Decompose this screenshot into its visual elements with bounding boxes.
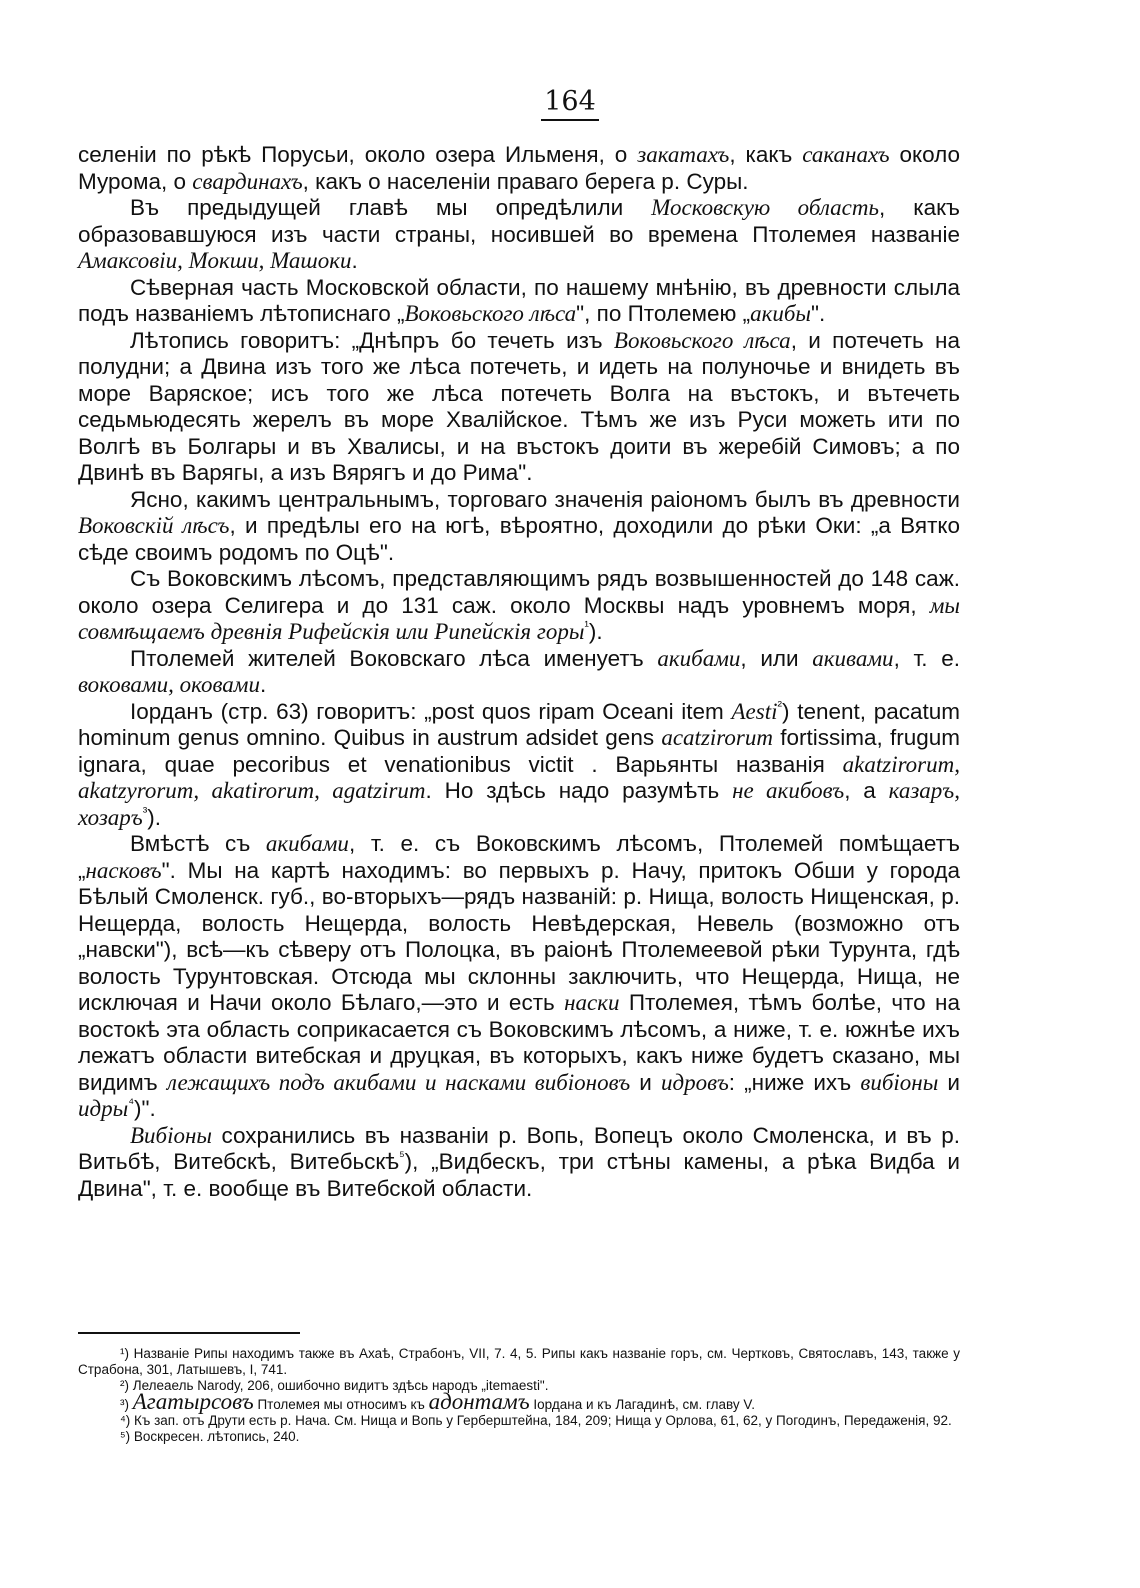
text-run: ". xyxy=(811,301,826,326)
italic-text: казаръ, хозаръ xyxy=(78,778,960,830)
text-run: Iорданъ (стр. 63) говоритъ: „post quos ripam Oceani item xyxy=(130,698,732,724)
italic-text: наски xyxy=(564,990,620,1015)
text-run: Птолемея, тѣмъ болѣе, что на востокѣ эта область соприкасается съ Воковскимъ лѣсомъ, а ниже, т. е. южнѣе ихъ лежатъ области витебская и друцкая, въ которыхъ, какъ ниже будетъ сказано, мы видимъ xyxy=(78,990,960,1095)
italic-text: Воковьского лѣса xyxy=(404,301,577,326)
text-run: , или xyxy=(740,645,813,671)
paragraph xyxy=(78,831,960,1123)
text-run: fortissima, frugum ignara, quae pecoribus et venationibus victit . Варьянты названiя xyxy=(78,725,960,777)
page-number-value: 164 xyxy=(541,86,599,121)
footnote-divider xyxy=(78,1332,300,1334)
text-run: : „ниже ихъ xyxy=(728,1069,861,1095)
text-run: ). xyxy=(147,804,161,830)
text-run: Птолемея мы относимъ къ xyxy=(253,1397,429,1412)
footnote xyxy=(78,1389,960,1414)
italic-text: акибами xyxy=(265,831,349,856)
text-run: Ясно, какимъ центральнымъ, торговаго значенiя раiономъ былъ въ древности xyxy=(130,486,960,512)
text-run: ³) xyxy=(120,1397,133,1412)
text-run: ), „Видбескъ, три стѣны камены, а рѣка Видба и Двина", т. е. вообще въ Витебской области. xyxy=(78,1149,960,1201)
text-run: , и предѣлы его на югѣ, вѣроятно, доходили до рѣки Оки: „а Вятко сѣде своимъ родомъ по Оцѣ". xyxy=(78,513,960,565)
italic-text: acatzirorum xyxy=(661,725,773,750)
italic-text: лежащихъ подъ акибами и насками вибiоновъ xyxy=(166,1069,631,1095)
italic-text: Вибiоны xyxy=(130,1122,212,1148)
footnote-marker: ² xyxy=(777,698,782,713)
footnotes xyxy=(78,1346,960,1445)
text-run: ). xyxy=(588,619,603,644)
italic-text: адонтамъ xyxy=(428,1389,530,1414)
footnote xyxy=(78,1413,960,1429)
text-run: )". xyxy=(134,1096,156,1121)
italic-text: идры xyxy=(78,1096,129,1121)
paragraph xyxy=(78,1123,960,1203)
footnote xyxy=(78,1429,960,1445)
italic-text: Амаксовiи, Мокши, Машоки xyxy=(78,248,352,273)
italic-text: не акибовъ xyxy=(732,778,845,803)
text-run: селенiи по рѣкѣ Порусьи, около озера Ильменя, о xyxy=(78,142,638,167)
text-run: , какъ образовавшуюся изъ части страны, носившей во времена Птолемея названiе xyxy=(78,195,960,247)
text-run: . xyxy=(351,248,358,273)
italic-text: мы совмѣщаемъ древнiя Рифейскiя или Рипейскiя горы xyxy=(78,592,960,644)
text-run: Съ Воковскимъ лѣсомъ, представляющимъ рядъ возвышенностей до 148 саж. около озера Селигера и до 131 саж. около Москвы надъ уровнемъ моря, xyxy=(78,566,960,618)
text-run: ⁵) Воскресен. лѣтопись, 240. xyxy=(120,1429,300,1444)
paragraph xyxy=(78,566,960,646)
italic-text: насковъ xyxy=(85,857,162,883)
text-run: и xyxy=(938,1069,960,1095)
paragraph xyxy=(78,699,960,832)
page-number xyxy=(0,86,1140,118)
italic-text: Aesti xyxy=(731,698,778,724)
italic-text: Московскую область xyxy=(651,195,879,220)
text-run: Сѣверная часть Московской области, по нашему мнѣнiю, въ древности слыла подъ названiемъ лѣтописнаго „ xyxy=(78,274,960,326)
paragraph xyxy=(78,328,960,487)
text-run: . xyxy=(259,672,267,697)
footnote-marker: ³ xyxy=(142,804,148,819)
paragraph xyxy=(78,646,960,699)
text-run: , т. е. xyxy=(893,645,960,671)
text-run: около Мурома, о xyxy=(78,142,961,194)
italic-text: вибiоны xyxy=(860,1069,939,1095)
paragraph xyxy=(78,275,960,328)
italic-text: Воковскiй лѣсъ xyxy=(78,513,230,538)
text-run: , и потечеть на полудни; а Двина изъ того же лѣса потечеть, и идеть на полуночье и внидеть въ море Варяское; исъ того же лѣса потечеть Волга на въстокъ, и вътечеть седьмьюдесять жерелъ въ море Хвалiйское. Тѣмъ же изъ Руси можеть ити по Волгѣ въ Болгары и въ Хвалисы, и на въстокъ доити въ жеребiй Симовъ; а по Двинѣ въ Варягы, а изъ Вярягъ и до Рима". xyxy=(78,327,960,485)
italic-text: Воковьского лѣса xyxy=(613,327,791,353)
text-run: ⁴) Къ зап. отъ Друти есть р. Нача. См. Нища и Вопь у Герберштейна, 184, 209; Нища у Орлова, 61, 62, у Погодинъ, Передаженiя, 92. xyxy=(120,1413,952,1428)
italic-text: акибами xyxy=(657,645,741,671)
text-run: и xyxy=(630,1069,662,1095)
body-text xyxy=(78,142,960,1202)
text-run: ¹) Названiе Рипы находимъ также въ Ахаѣ, Страбонъ, VII, 7. 4, 5. Рипы какъ названiе горъ, см. Чертковъ, Святославъ, 143, также у Страбона, 301, Латышевъ, I, 741. xyxy=(78,1346,960,1377)
text-run: ". Мы на картѣ находимъ: во первыхъ р. Начу, притокъ Обши у города Бѣлый Смоленск. губ., во-вторыхъ—рядъ названiй: р. Нища, волость Нищенская, р. Нещерда, волость Нещерда, волость Невѣдерская, Невель (возможно отъ „навски"), всѣ—къ сѣверу отъ Полоцка, въ раiонѣ Птолемеевой рѣки Турунта, гдѣ волость Турунтовская. Отсюда мы склонны заключить, что Нещерда, Нища, не исключая и Начи около Бѣлаго,—это и есть xyxy=(78,857,960,1015)
text-run: сохранились въ названiи р. Вопь, Вопецъ около Смоленска, и въ р. Витьбѣ, Витебскѣ, Витебьскѣ xyxy=(78,1122,960,1174)
text-run: Вмѣстѣ съ xyxy=(130,831,266,856)
italic-text: воковами, оковами xyxy=(78,672,260,697)
text-run: , а xyxy=(844,778,889,803)
footnote-marker: ⁴ xyxy=(128,1095,135,1111)
text-run: , т. е. съ Воковскимъ лѣсомъ, Птолемей помѣщаетъ „ xyxy=(78,831,960,883)
paragraph xyxy=(78,487,960,567)
italic-text: закатахъ xyxy=(637,142,730,167)
text-run: Лѣтопись говоритъ: „Днѣпръ бо течеть изъ xyxy=(130,327,614,353)
text-run: Iордана и къ Лагадинѣ, см. главу V. xyxy=(529,1397,755,1412)
text-run: ", по Птолемею „ xyxy=(576,301,751,326)
text-run: ²) Лелеаель Narody, 206, ошибочно видитъ здѣсь народъ „itemaesti". xyxy=(120,1378,549,1393)
italic-text: akatzirorum, akatzyrorum, akatirorum, agatzirum xyxy=(78,751,960,803)
italic-text: идровъ xyxy=(661,1069,729,1095)
footnote-marker: ⁵ xyxy=(399,1148,405,1164)
text-run: . Но здѣсь надо разумѣть xyxy=(425,778,733,803)
italic-text: свардинахъ xyxy=(192,168,303,194)
paragraph xyxy=(78,195,960,275)
text-run: , какъ xyxy=(729,142,803,167)
italic-text: Агатырсовъ xyxy=(132,1389,254,1414)
text-run: Въ предыдущей главѣ мы опредѣлили xyxy=(130,195,652,220)
text-run: ) tenent, pacatum hominum genus omnino. Quibus in austrum adsidet gens xyxy=(78,698,960,750)
italic-text: саканахъ xyxy=(802,142,890,167)
footnote xyxy=(78,1346,960,1378)
italic-text: акивами xyxy=(812,645,894,671)
italic-text: акибы xyxy=(750,301,812,326)
text-run: Птолемей жителей Воковскаго лѣса именуетъ xyxy=(130,645,658,671)
text-run: , какъ о населенiи праваго берега р. Суры. xyxy=(302,168,749,194)
footnote-marker: ¹ xyxy=(584,618,589,634)
paragraph xyxy=(78,142,960,195)
